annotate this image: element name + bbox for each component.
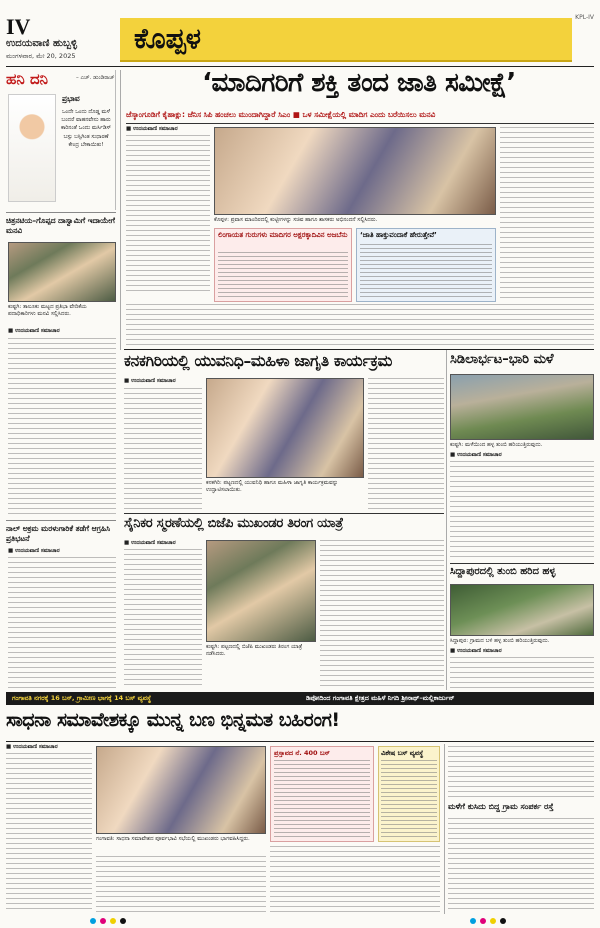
lead-text-col1 <box>126 135 210 295</box>
rain-road-text <box>448 818 594 912</box>
page-number: IV <box>6 14 31 39</box>
sainika-headline: ಸೈನಿಕರ ಸ್ಮರಣೆಯಲ್ಲಿ ಬಿಜೆಪಿ ಮುಖಂಡರ ತಿರಂಗ ಯಾತ್ರೆ <box>124 516 343 531</box>
kanaka-headline: ಕನಕಗಿರಿಯಲ್ಲಿ ಯುವನಿಧಿ–ಮಹಿಳಾ ಜಾಗೃತಿ ಕಾರ್ಯಕ್ರಮ <box>124 352 393 370</box>
kanaka-photo <box>206 378 364 478</box>
sidilar-caption: ಕುಷ್ಟಗಿ: ಮಳೆಯಿಂದ ಹಳ್ಳ ತುಂಬಿ ಹರಿಯುತ್ತಿರುವುದು. <box>450 442 543 448</box>
hani-dani-verse: ಒಂದೇ ಒಂದು ದೊಡ್ಡ ಮಳೆ ಬಂದರೆ ವಾಹನವೇನು ಹಾರು ಕಾರಿನಂತೆ ಒಂದು ಮರ್ಸಿಡಿಸ್ ಬಸ್ಸು ಬಸ್ಸಿಗಿಂತ ಸುಧಾರಣೆ ಕೇಂದ್ರ ಬೇಕಾಯಿತು! <box>60 109 112 148</box>
registration-mark-black-2 <box>500 918 506 924</box>
bottom-headline: ಸಾಧನಾ ಸಮಾವೇಶಕ್ಕೂ ಮುನ್ನ ಬಣ ಭಿನ್ನಮತ ಬಹಿರಂಗ! <box>6 709 340 731</box>
siddapur-headline: ಸಿದ್ದಾಪುರದಲ್ಲಿ ತುಂಬಿ ಹರಿದ ಹಳ್ಳ <box>450 566 556 577</box>
registration-mark-magenta <box>100 918 106 924</box>
edition-banner <box>120 18 572 62</box>
registration-mark-yellow <box>110 918 116 924</box>
lead-side-box-red-head: ಲಿಂಗಾಯತ ಗುರುಗಳು ಮಾದಿಗರ ಅಕ್ಷರಕ್ಕಾದಿವಿನ ಅಜಬೆನು <box>218 231 348 239</box>
left-story2-headline: ನಾಲ್ ಅಕ್ರಮ ಮರಳುಗಾರಿಕೆ ತಡೆಗೆ ಆಗ್ರಹಿಸಿ ಪ್ರತಿಭಟನೆ <box>6 524 111 543</box>
lead-side-box-blue-head: ‘ಜಾತಿ ಹಾಕ್ತುವಂದಾಕೆ ಹೇರುತ್ತೇವೆ’ <box>360 231 437 239</box>
brand-name: ಉದಯವಾಣಿ ಹುಬ್ಬಳ್ಳಿ <box>6 38 78 49</box>
lead-subhead: ಜೆಸ್ಕಾಂಗೂಡಿಗೆ ಕೈಹಾಕ್ಲು: ಜೆನಿಸ ಸಿಪಿ ಹಂಚಲು ಮುಂದಾಗಿದ್ದಾರೆ ಸಿಎಂ ■ ಒಳ ಸಮೀಕ್ಷೆಯಲ್ಲಿ ಮಾದಿಗ ಎಂದು ಬರೆಯಿಸಲು ಮನವಿ <box>126 110 436 119</box>
kanaka-byline: ■ ಉದಯವಾಣಿ ಸಮಾಚಾರ <box>124 378 176 384</box>
siddapur-caption: ಸಿದ್ದಾಪುರ: ಗ್ರಾಮದ ಬಳಿ ಹಳ್ಳ ತುಂಬಿ ಹರಿಯುತ್ತಿರುವುದು. <box>450 638 550 644</box>
masthead-divider <box>6 66 594 67</box>
bottom-box-yellow-head: ವಿಶೇಷ ಬಸ್ ವ್ಯವಸ್ಥೆ <box>381 749 424 757</box>
sainika-photo <box>206 540 316 642</box>
hani-dani-logo: ಹನಿ ದನಿ <box>6 70 48 88</box>
bottom-text-col2 <box>96 856 266 912</box>
siddapur-text <box>450 657 594 689</box>
left-story-text <box>8 338 116 516</box>
lead-byline: ■ ಉದಯವಾಣಿ ಸಮಾಚಾರ <box>126 126 178 132</box>
bottom-box-red-text <box>274 760 370 838</box>
siddapur-photo <box>450 584 594 636</box>
lead-side-box-red-text <box>218 252 348 298</box>
bottom-box-yellow-text <box>381 760 437 838</box>
kanaka-text-col1 <box>124 388 202 512</box>
lead-continued-text <box>126 304 594 346</box>
left-story-headline: ಚಿತ್ರನಟಿಯ–ಗೊಪ್ಪದ ದಾಸ್ವಾಮಿಗೆ ಇದಾಯೇಗೆ ಮನವಿ <box>6 216 115 235</box>
bottom-caption: ಗಂಗಾವತಿ: ಸಾಧನಾ ಸಮಾವೇಶದ ಪೂರ್ವಭಾವಿ ಸಭೆಯಲ್ಲಿ ಮುಖಂಡರು ಭಾಗವಹಿಸಿದ್ದರು. <box>96 836 250 842</box>
bottom-byline: ■ ಉದಯವಾಣಿ ಸಮಾಚಾರ <box>6 744 58 750</box>
ticker-right: ಡಿಪೋದಿಂದ ಗಂಗಾವತಿ ಕ್ಷೇತ್ರದ ಮಹಿಳೆ ನಿಗದಿ ಶ್ರೀನಾಥ್–ಮಲ್ಲಿಕಾರ್ಜುನ್ <box>306 694 455 702</box>
page-code: KPL-IV <box>575 14 594 21</box>
sainika-text-col1 <box>124 549 202 689</box>
registration-mark-magenta-2 <box>480 918 486 924</box>
siddapur-top-rule <box>450 563 594 564</box>
sidilar-headline: ಸಿಡಿಲಾರ್ಭಟ–ಭಾರಿ ಮಳೆ <box>450 352 554 367</box>
lead-divider <box>126 123 594 124</box>
column-rule-right <box>446 350 447 690</box>
sainika-byline: ■ ಉದಯವಾಣಿ ಸಮಾಚಾರ <box>124 540 176 546</box>
bottom-right-text <box>448 746 594 798</box>
left-story-photo <box>8 242 116 302</box>
bottom-divider <box>6 741 594 742</box>
hani-dani-column <box>6 70 116 210</box>
registration-mark-yellow-2 <box>490 918 496 924</box>
left-divider-2 <box>6 520 116 521</box>
lead-photo <box>214 127 496 215</box>
column-rule-left <box>120 70 121 350</box>
registration-mark-black <box>120 918 126 924</box>
bottom-column-rule <box>444 744 445 914</box>
sidilar-photo <box>450 374 594 440</box>
rain-road-headline: ಮಳೆಗೆ ಕುಸಿದು ಬಿದ್ದ ಗ್ರಾಮ ಸಂಪರ್ಕ ರಸ್ತೆ <box>448 802 554 811</box>
news-ticker <box>6 692 594 705</box>
lead-photo-caption: ಕೊಪ್ಪಳ: ಪ್ರವಾಸ ಮಾಂದಿರದಲ್ಲಿ ಕುಟ್ಟೀಗಳನ್ನು ಸಚಿವ ಹಾಗೂ ಶಾಸಕರು ಅಭಿನಂದನೆ ಸಲ್ಲಿಸಿದರು. <box>214 217 378 223</box>
bottom-box-red-head: ಪ್ರಸ್ತಾವದ ನೆ. 400 ಬಸ್ <box>274 749 330 757</box>
kanaka-top-rule <box>124 349 594 350</box>
sainika-top-rule <box>124 513 444 514</box>
siddapur-byline: ■ ಉದಯವಾಣಿ ಸಮಾಚಾರ <box>450 648 502 654</box>
registration-mark-cyan-2 <box>470 918 476 924</box>
cartoon-illustration <box>8 94 56 202</box>
bottom-text-col3 <box>270 846 440 912</box>
left-story2-text <box>8 557 116 689</box>
left-story-byline: ■ ಉದಯವಾಣಿ ಸಮಾಚಾರ <box>8 328 60 334</box>
issue-date: ಮಂಗಳವಾರ, ಮೇ 20, 2025 <box>6 52 76 60</box>
sidilar-text <box>450 461 594 561</box>
sidilar-byline: ■ ಉದಯವಾಣಿ ಸಮಾಚಾರ <box>450 452 502 458</box>
kanaka-text-col3 <box>368 378 444 512</box>
registration-mark-cyan <box>90 918 96 924</box>
lead-text-col4 <box>500 127 594 302</box>
lead-headline: ‘ಮಾದಿಗರಿಗೆ ಶಕ್ತಿ ತಂದ ಜಾತಿ ಸಮೀಕ್ಷೆ’ <box>202 68 516 98</box>
left-divider <box>6 212 116 213</box>
sainika-text-col3 <box>320 540 444 688</box>
left-story2-byline: ■ ಉದಯವಾಣಿ ಸಮಾಚಾರ <box>8 548 60 554</box>
bottom-photo <box>96 746 266 834</box>
edition-title: ಕೊಪ್ಪಳ <box>134 22 201 55</box>
hani-dani-heading: ಪ್ರಭಾವ <box>62 94 80 103</box>
masthead-left <box>6 14 116 64</box>
lead-side-box-blue-text <box>360 244 492 298</box>
left-story-caption: ಕುಷ್ಟಗಿ: ತಾಲೂಕು ಮಟ್ಟದ ಪ್ರತಿಭಾ ವೇದಿಕೆಯ ಪದಾಧಿಕಾರಿಗಳು ಮನವಿ ಸಲ್ಲಿಸಿದರು. <box>8 304 87 317</box>
hani-dani-author: – ಎಚ್. ಡುಂಡಿರಾಜ್ <box>76 75 115 81</box>
ticker-left: ಗಂಗಾವತಿ ನಗರಕ್ಕೆ 16 ಬಸ್, ಗ್ರಾಮೀಣ ಭಾಗಕ್ಕೆ 14 ಬಸ್ ವ್ಯವಸ್ಥೆ <box>12 694 152 702</box>
sainika-caption: ಕುಷ್ಟಗಿ: ಪಟ್ಟಣದಲ್ಲಿ ಬಿಜೆಪಿ ಮುಖಂಡರು ತಿರಂಗ ಯಾತ್ರೆ ನಡೆಸಿದರು. <box>206 644 303 657</box>
bottom-text-col1 <box>6 753 92 913</box>
kanaka-caption: ಕನಕಗಿರಿ: ಪಟ್ಟಣದಲ್ಲಿ ಯುವನಿಧಿ ಹಾಗೂ ಮಹಿಳಾ ಜಾಗೃತಿ ಕಾರ್ಯಕ್ರಮವನ್ನು ಉದ್ಘಾಟಿಸಲಾಯಿತು. <box>206 480 339 493</box>
